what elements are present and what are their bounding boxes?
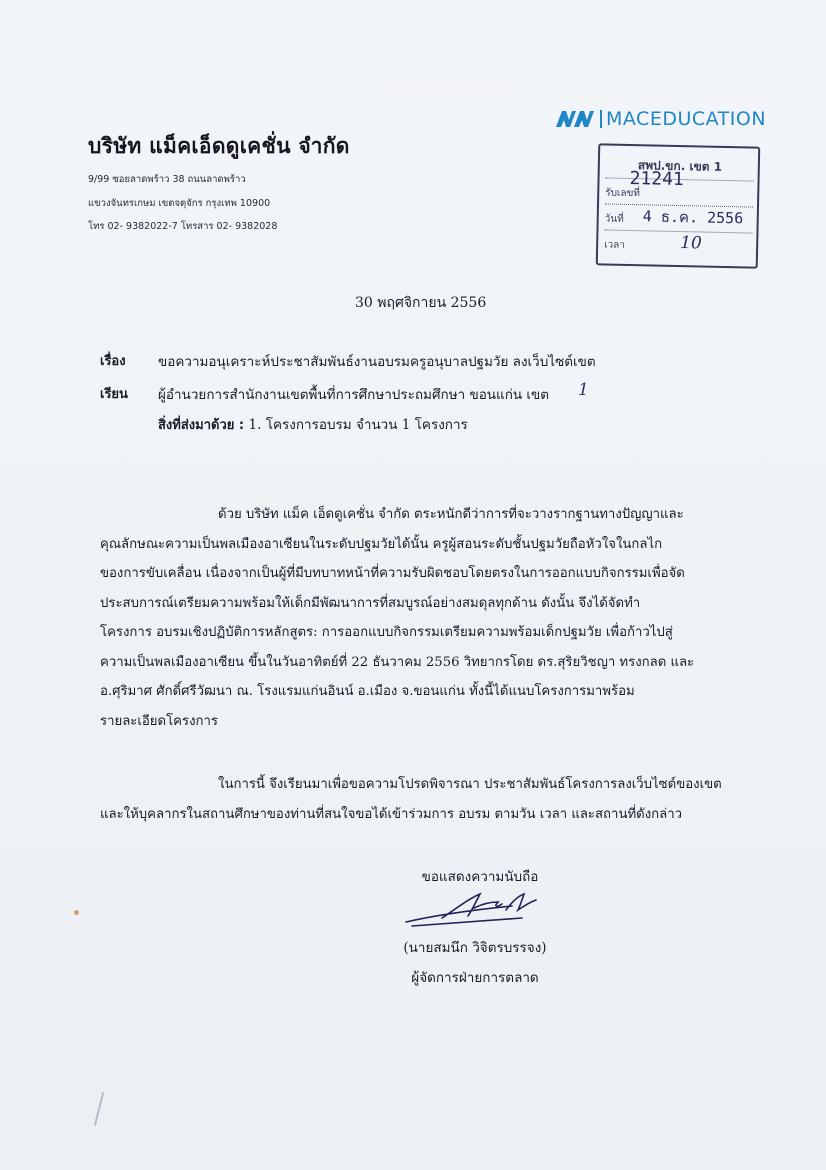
body-line: ความเป็นพลเมืองอาเซียน ขึ้นในวันอาทิตย์ที่ 22 ธันวาคม 2556 วิทยากรโดย ดร.สุริยวิชญา ทรงกลด และ: [100, 654, 695, 670]
letter-date: 30 พฤศจิกายน 2556: [355, 295, 487, 311]
logo-divider: [600, 110, 602, 128]
address-line-1: 9/99 ซอยลาดพร้าว 38 ถนนลาดพร้าว: [88, 174, 246, 185]
stamp-date: 4 ธ.ค. 2556: [642, 207, 744, 228]
stamp-number: 21241: [629, 167, 684, 191]
enclosure-label: สิ่งที่ส่งมาด้วย :: [158, 418, 245, 433]
mac-logo-icon: [556, 109, 596, 129]
to-text: ผู้อำนวยการสำนักงานเขตพื้นที่การศึกษาประถมศึกษา ขอนแก่น เขต: [158, 387, 550, 403]
enclosure-row: [158, 413, 468, 435]
stamp-date-label: วันที่: [604, 213, 624, 225]
contact-line: โทร 02- 9382022-7 โทรสาร 02- 9382028: [88, 221, 278, 232]
body-line: ประสบการณ์เตรียมความพร้อมให้เด็กมีพัฒนาการที่สมบูรณ์อย่างสมดุลทุกด้าน ดังนั้น จึงได้จัดทำ: [100, 595, 641, 611]
receipt-stamp: [596, 143, 761, 268]
subject-text: ขอความอนุเคราะห์ประชาสัมพันธ์งานอบรมครูอนุบาลปฐมวัย ลงเว็บไซต์เขต: [158, 354, 596, 370]
body-line: คุณลักษณะความเป็นพลเมืองอาเซียนในระดับปฐมวัยได้นั้น ครูผู้สอนระดับชั้นปฐมวัยถือหัวใจในกลไก: [100, 536, 663, 552]
body-line: ด้วย บริษัท แม็ค เอ็ดดูเคชั่น จำกัด ตระหนักดีว่าการที่จะวางรากฐานทางปัญญาและ: [218, 507, 684, 522]
mac-education-logo: [556, 108, 766, 130]
scan-speck: [74, 910, 79, 915]
stamp-time-label: เวลา: [604, 239, 626, 251]
company-name: บริษัท แม็คเอ็ดดูเคชั่น จำกัด: [88, 134, 350, 158]
stamp-number-label: รับเลขที่: [605, 187, 641, 200]
to-label: เรียน: [100, 387, 128, 402]
body-line: อ.ศุริมาศ ศักดิ์ศรีวัฒนา ณ. โรงแรมแก่นอินน์ อ.เมือง จ.ขอนแก่น ทั้งนี้ได้แนบโครงการมาพร้อม: [100, 684, 635, 699]
body-line: ของการขับเคลื่อน เนื่องจากเป็นผู้ที่มีบทบาทหน้าที่ความรับผิดชอบโดยตรงในการออกแบบกิจกรรมเพื่อจัด: [100, 566, 685, 581]
handwritten-signature: [402, 888, 552, 930]
to-row: [100, 383, 128, 404]
closing-text: ขอแสดงความนับถือ: [421, 869, 539, 885]
stamp-time: 10: [680, 233, 703, 254]
address-line-2: แขวงจันทรเกษม เขตจตุจักร กรุงเทพ 10900: [88, 198, 271, 209]
body-paragraph-2: [100, 770, 740, 829]
body-paragraph-1: [100, 500, 740, 736]
stamp-office: สพป.ขก. เขต 1: [637, 158, 723, 174]
body-line: และให้บุคลากรในสถานศึกษาของท่านที่สนใจขอได้เข้าร่วมการ อบรม ตามวัน เวลา และสถานที่ดังกล่าว: [100, 806, 683, 822]
subject-row: [100, 350, 126, 371]
body-line: รายละเอียดโครงการ: [100, 713, 218, 729]
enclosure-text: 1. โครงการอบรม จำนวน 1 โครงการ: [248, 417, 468, 433]
signer-title: ผู้จัดการฝ่ายการตลาด: [411, 970, 539, 986]
body-line: ในการนี้ จึงเรียนมาเพื่อขอความโปรดพิจารณา ประชาสัมพันธ์โครงการลงเว็บไซต์ของเขต: [218, 777, 722, 792]
scan-mark: [94, 1092, 104, 1125]
subject-label: เรื่อง: [100, 354, 126, 369]
logo-wordmark: MACEDUCATION: [606, 108, 767, 130]
signer-name: (นายสมนึก วิจิตรบรรจง): [403, 940, 547, 956]
to-district-handwritten: 1: [578, 380, 589, 400]
body-line: โครงการ อบรมเชิงปฏิบัติการหลักสูตร: การออกแบบกิจกรรมเตรียมความพร้อมเด็กปฐมวัย เพื่อก้าวไปสู่: [100, 625, 673, 640]
